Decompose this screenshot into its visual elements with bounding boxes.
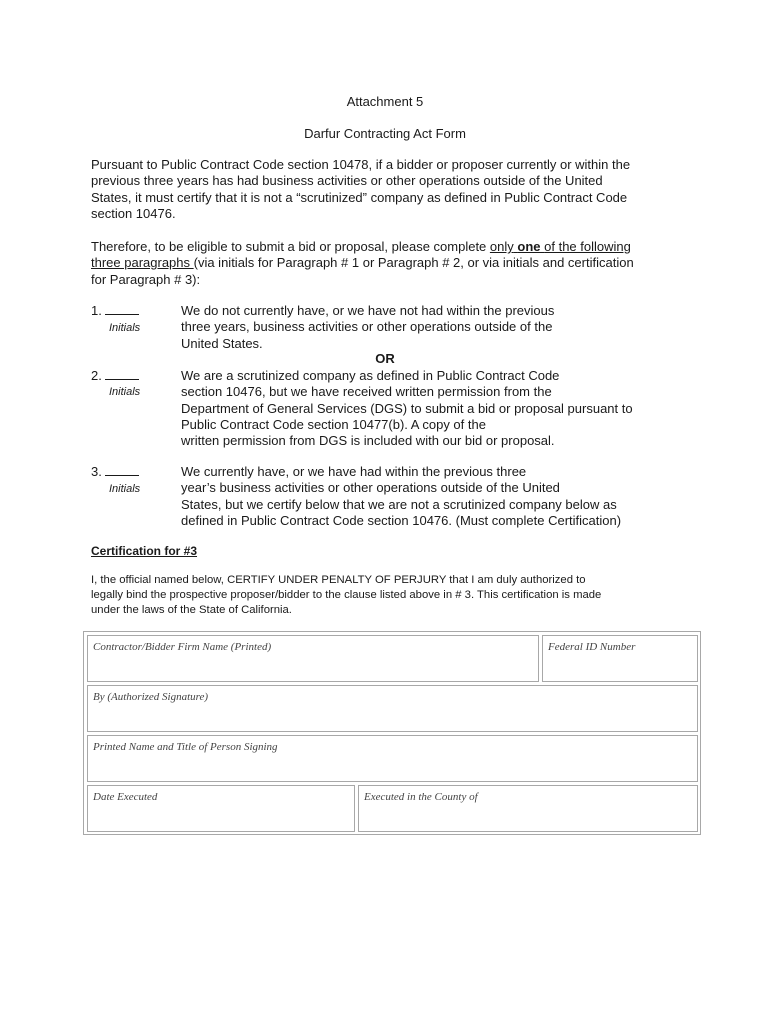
item-1-text: We do not currently have, or we have not had within the previous three years, business activities or other operations outside of the United States. [181, 303, 555, 351]
item-2-initials-blank[interactable] [105, 369, 139, 380]
county-label: Executed in the County of [364, 791, 478, 803]
intro-line: previous three years has had business activities or other operations outside of the United [91, 173, 603, 189]
intro-line: Pursuant to Public Contract Code section 10478, if a bidder or proposer currently or within the [91, 157, 631, 172]
date-executed-field[interactable] [87, 785, 355, 832]
item-1-initials-blank[interactable] [105, 304, 139, 315]
instruction-one: one [517, 239, 541, 254]
printed-name-label: Printed Name and Title of Person Signing [93, 741, 278, 753]
county-field[interactable] [358, 785, 698, 832]
item-3-initials-label: Initials [109, 483, 141, 495]
signature-label: By (Authorized Signature) [93, 691, 209, 703]
instruction-line2-underlined: three paragraphs [91, 255, 194, 271]
certification-heading: Certification for #3 [91, 544, 198, 558]
intro-line: section 10476. [91, 205, 176, 221]
instruction-line-3: for Paragraph # 3): [91, 271, 201, 287]
attachment-label: Attachment 5 [346, 94, 424, 109]
item-2-text: We are a scrutinized company as defined in Public Contract Code section 10476, but we have received written permission from the Department of General Services (DGS) to submit a bid or proposal pursuant to Public Contract Code section 10477(b). A copy of the written permission from DGS is included with our bid or proposal. [181, 368, 633, 449]
instruction-pre: Therefore, to be eligible to submit a bid or proposal, please complete [91, 239, 490, 254]
item-1-initials-label: Initials [109, 322, 141, 334]
or-separator: OR [375, 351, 395, 366]
firm-name-field[interactable] [87, 635, 539, 682]
instruction-paragraph [91, 239, 691, 288]
signature-field[interactable] [87, 685, 698, 732]
instruction-line2-rest: (via initials for Paragraph # 1 or Paragraph # 2, or via initials and certification [193, 255, 634, 271]
item-2-initials-label: Initials [109, 386, 141, 398]
item-2-number: 2. [91, 368, 139, 384]
certification-text: I, the official named below, CERTIFY UNDER PENALTY OF PERJURY that I am duly authorized to legally bind the prospective proposer/bidder to the clause listed above in # 3. This certification is made under the laws of the State of California. [91, 574, 602, 616]
instruction-line-2 [91, 255, 691, 271]
federal-id-field[interactable] [542, 635, 698, 682]
date-executed-label: Date Executed [93, 791, 158, 803]
item-3-text: We currently have, or we have had within the previous three year’s business activities or other operations outside of the United States, but we certify below that we are not a scrutinized company below as defined in Public Contract Code section 10476. (Must complete Certification) [181, 464, 622, 528]
federal-id-label: Federal ID Number [548, 641, 636, 653]
item-1-number: 1. [91, 303, 139, 319]
instruction-only: only [489, 239, 514, 254]
instruction-line-1 [91, 239, 691, 255]
item-3-initials-blank[interactable] [105, 465, 139, 476]
item-3-number: 3. [91, 464, 139, 480]
instruction-underlined-rest: of the following [544, 239, 631, 254]
certification-form [83, 631, 701, 835]
intro-line: States, it must certify that it is not a “scrutinized” company as defined in Public Contract Code [91, 189, 628, 205]
intro-paragraph [91, 157, 691, 222]
page-title: Darfur Contracting Act Form [304, 126, 466, 141]
firm-name-label: Contractor/Bidder Firm Name (Printed) [93, 641, 272, 653]
printed-name-field[interactable] [87, 735, 698, 782]
